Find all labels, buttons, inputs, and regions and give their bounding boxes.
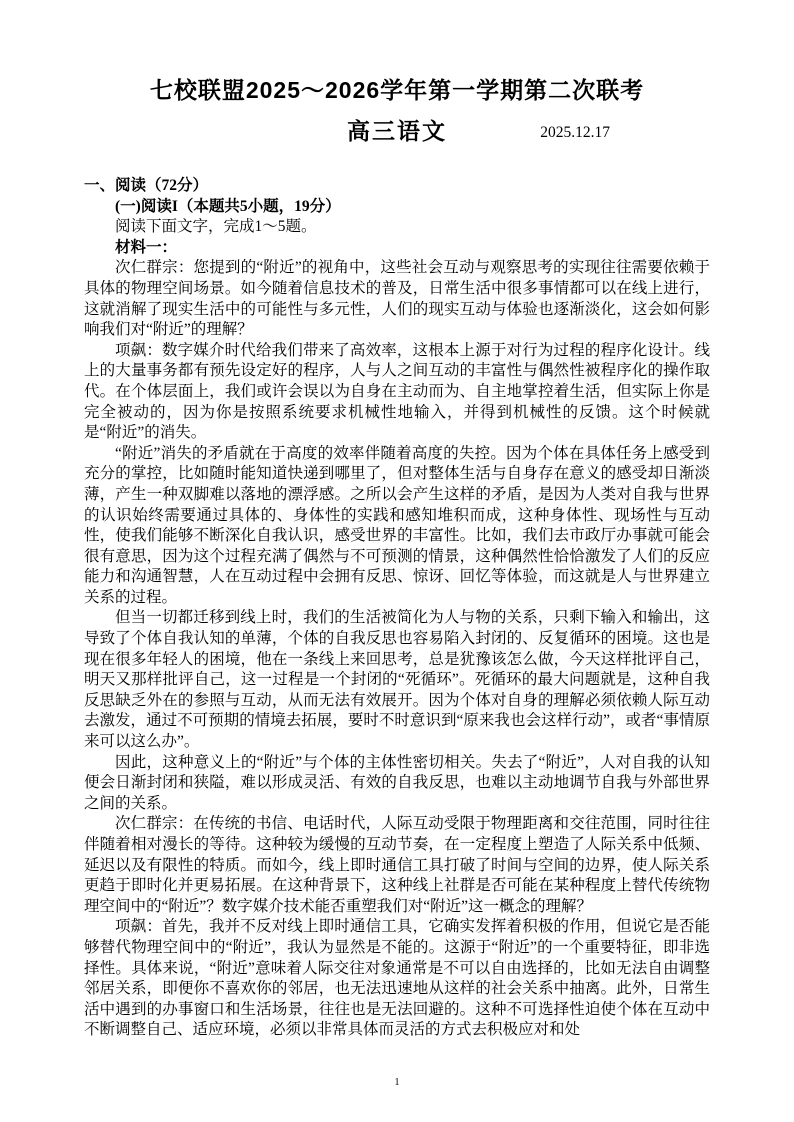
- reading-instruction: 阅读下面文字，完成1～5题。: [115, 218, 317, 236]
- material-paragraph-7: 项飙：首先，我并不反对线上即时通信工具，它确实发挥着积极的作用，但说它是否能够替代物理空间中的“附近”，我认为显然是不能的。这源于“附近”的一个重要特征，即非选择性。具体来说，“附近”意味着人际交往对象通常是不可以自由选择的，比如无法自由调整邻居关系，即便你不喜欢你的邻居，也无法迅速地从这样的社会关系中抽离。此外，日常生活中遇到的办事窗口和生活场景，往往也是无法回避的。这种不可选择性迫使个体在互动中不断调整自己、适应环境，必须以非常具体而灵活的方式去积极应对和处: [84, 918, 710, 1039]
- part-heading: (一)阅读I（本题共5小题，19分）: [115, 197, 341, 215]
- exam-subject: 高三语文: [347, 118, 447, 144]
- exam-content: [84, 176, 710, 1041]
- exam-date: 2025.12.17: [540, 124, 610, 141]
- section-heading: 一、阅读（72分）: [84, 177, 209, 194]
- material-paragraph-4: 但当一切都迁移到线上时，我们的生活被简化为人与物的关系，只剩下输入和输出，这导致了个体自我认知的单薄，个体的自我反思也容易陷入封闭的、反复循环的困境。这也是现在很多年轻人的困境，他在一条线上来回思考，总是犹豫该怎么做，今天这样批评自己，明天又那样批评自己，这一过程是一个封闭的“死循环”。死循环的最大问题就是，这种自我反思缺乏外在的参照与互动，从而无法有效展开。因为个体对自身的理解必须依赖人际互动去激发，通过不可预期的情境去拓展，要时不时意识到“原来我也会这样行动”，或者“事情原来可以这么办”。: [84, 609, 710, 751]
- material-paragraph-2: 项飙：数字媒介时代给我们带来了高效率，这根本上源于对行为过程的程序化设计。线上的大量事务都有预先设定好的程序，人与人之间互动的丰富性与偶然性被程序化的操作取代。在个体层面上，我们或许会误以为自身在主动而为、自主地掌控着生活，但实际上你是完全被动的，因为你是按照系统要求机械性地输入，并得到机械性的反馈。这个时候就是“附近”的消失。: [84, 341, 710, 442]
- subtitle-row: [84, 114, 710, 152]
- material-paragraph-6: 次仁群宗：在传统的书信、电话时代，人际互动受限于物理距离和交往范围，同时往往伴随着相对漫长的等待。这种较为缓慢的互动节奏，在一定程度上塑造了人际关系中低频、延迟以及有限性的特质。而如今，线上即时通信工具打破了时间与空间的边界，使人际关系更趋于即时化并更易拓展。在这种背景下，这种线上社群是否可能在某种程度上替代传统物理空间中的“附近”？数字媒介技术能否重塑我们对“附近”这一概念的理解？: [84, 815, 710, 915]
- material-label: 材料一：: [115, 238, 178, 256]
- exam-title: 七校联盟2025～2026学年第一学期第二次联考: [149, 77, 645, 103]
- page-number: 1: [394, 1077, 400, 1088]
- material-paragraph-1: 次仁群宗：您提到的“附近”的视角中，这些社会互动与观察思考的实现往往需要依赖于具体的物理空间场景。如今随着信息技术的普及，日常生活中很多事情都可以在线上进行，这就消解了现实生活中的可能性与多元性，人们的现实互动与体验也逐渐淡化，这会如何影响我们对“附近”的理解？: [84, 259, 710, 339]
- material-paragraph-5: 因此，这种意义上的“附近”与个体的主体性密切相关。失去了“附近”，人对自我的认知便会日渐封闭和狭隘，难以形成灵活、有效的自我反思，也难以主动地调节自我与外部世界之间的关系。: [84, 753, 710, 812]
- material-paragraph-3: “附近”消失的矛盾就在于高度的效率伴随着高度的失控。因为个体在具体任务上感受到充分的掌控，比如随时能知道快递到哪里了，但对整体生活与自身存在意义的感受却日渐淡薄，产生一种双脚难以落地的漂浮感。之所以会产生这样的矛盾，是因为人类对自我与世界的认识始终需要通过具体的、身体性的实践和感知堆积而成，这种身体性、现场性与互动性，使我们能够不断深化自我认识，感受世界的丰富性。比如，我们去市政厅办事就可能会很有意思，因为这个过程充满了偶然与不可预测的情景，这种偶然性恰恰激发了人们的反应能力和沟通智慧，人在互动过程中会拥有反思、惊讶、回忆等体验，而这就是人与世界建立关系的过程。: [84, 444, 710, 606]
